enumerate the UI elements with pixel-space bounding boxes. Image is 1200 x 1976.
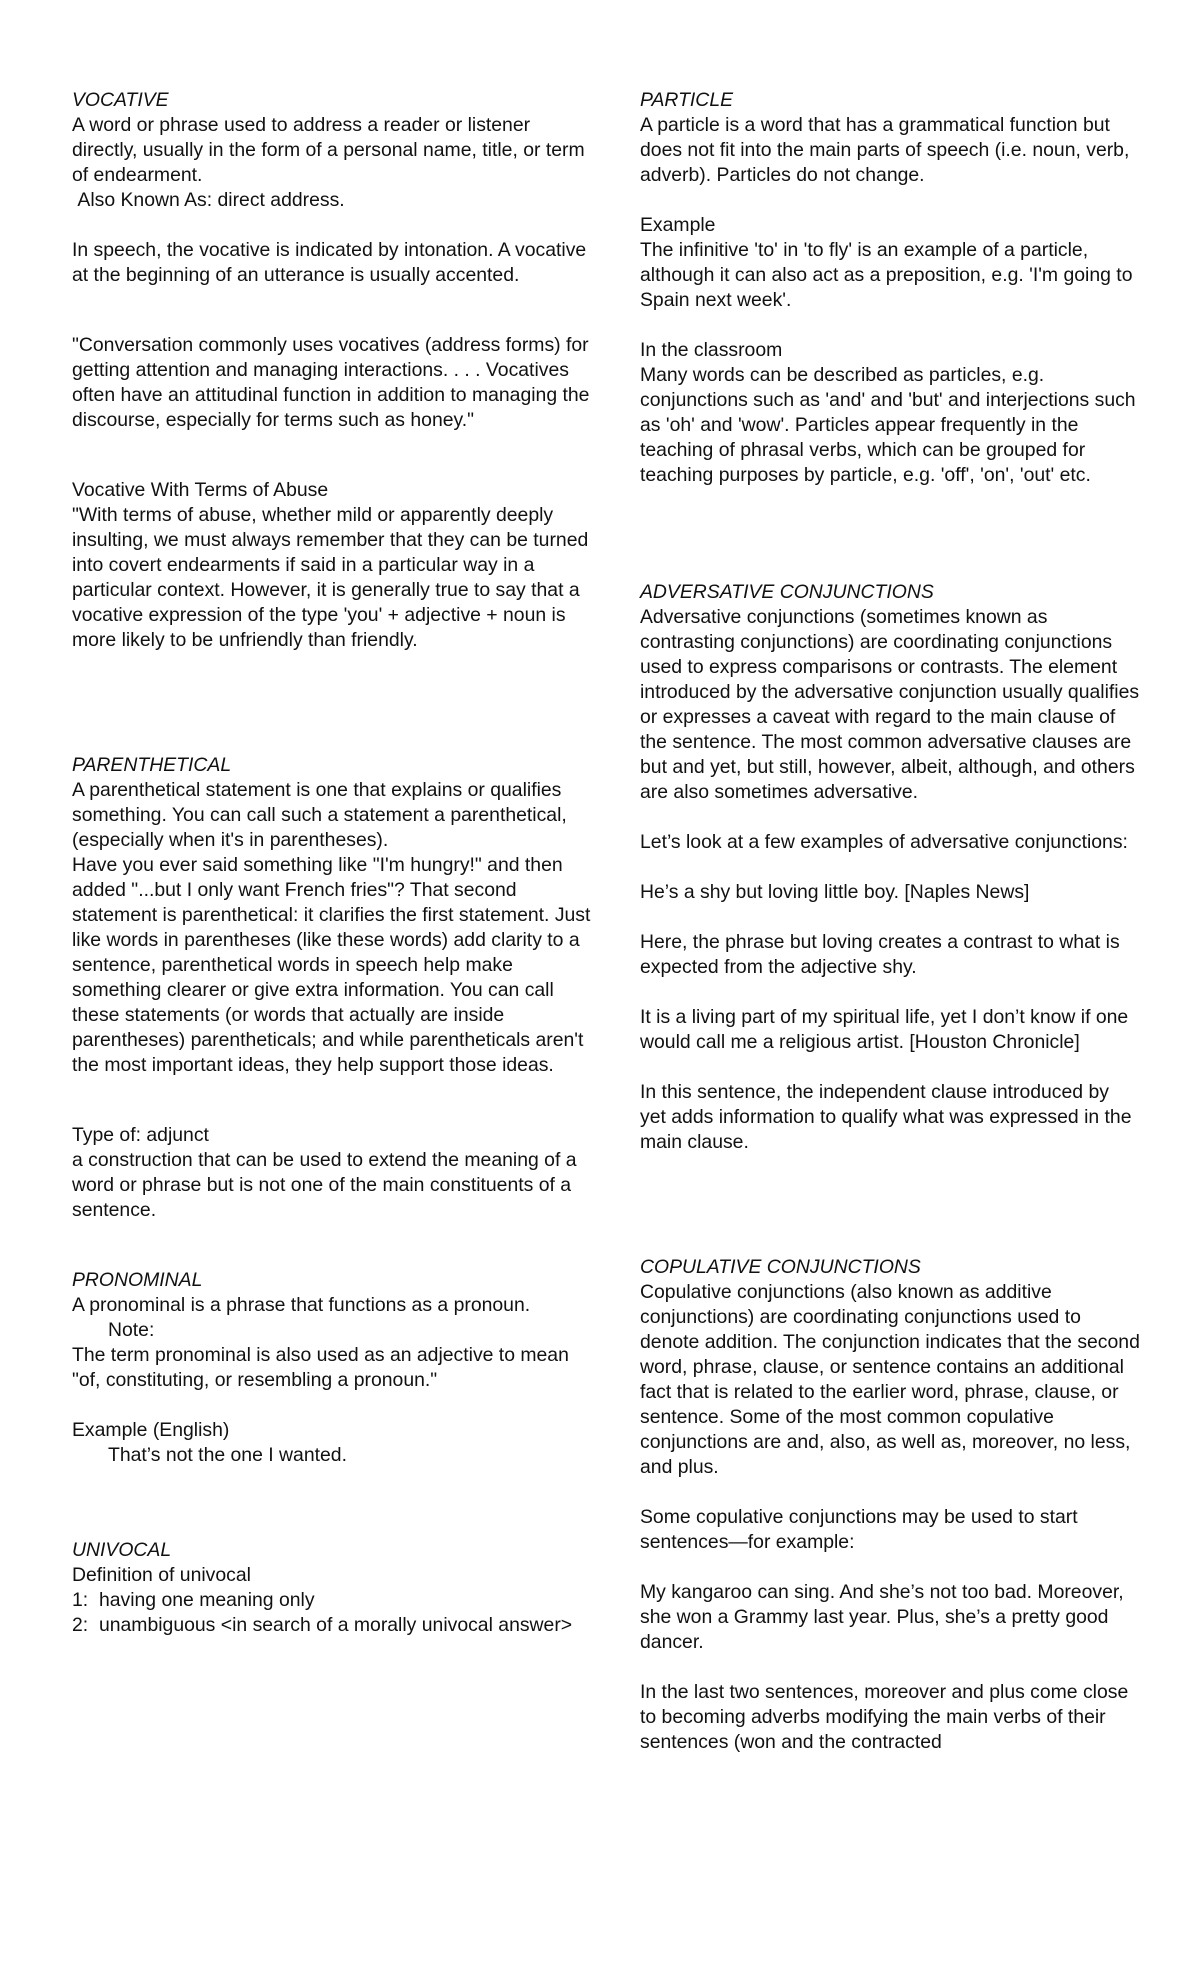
adversative-example-1-note: Here, the phrase but loving creates a contrast to what is expected from the adjective shy. bbox=[640, 931, 1126, 978]
vocative-definition: A word or phrase used to address a reader or listener directly, usually in the form of a personal name, title, or term of endearment. bbox=[72, 114, 591, 186]
pronominal-note: The term pronominal is also used as an adjective to mean "of, constituting, or resembling a pronoun." bbox=[72, 1344, 575, 1391]
vocative-section bbox=[72, 88, 595, 653]
vocative-speech-paragraph: In speech, the vocative is indicated by intonation. A vocative at the beginning of an utterance is usually accented. bbox=[72, 239, 592, 286]
pronominal-section bbox=[72, 1268, 592, 1468]
pronominal-example-label: Example (English) bbox=[72, 1419, 230, 1441]
parenthetical-type-definition: a construction that can be used to extend the meaning of a word or phrase but is not one of the main constituents of a sentence. bbox=[72, 1149, 582, 1221]
adversative-heading: ADVERSATIVE CONJUNCTIONS bbox=[640, 581, 934, 603]
vocative-abuse-text: "With terms of abuse, whether mild or apparently deeply insulting, we must always remember that they can be turned into covert endearments if said in a particular way in a particular context. However, it is generally true to say that a vocative expression of the type 'you' + adjective + noun is more likely to be unfriendly than friendly. bbox=[72, 504, 594, 651]
adversative-example-1: He’s a shy but loving little boy. [Naples News] bbox=[640, 881, 1030, 903]
vocative-heading: VOCATIVE bbox=[72, 89, 169, 111]
adversative-examples-intro: Let’s look at a few examples of adversative conjunctions: bbox=[640, 831, 1128, 853]
copulative-start-sentences: Some copulative conjunctions may be used to start sentences—for example: bbox=[640, 1506, 1083, 1553]
vocative-quote: "Conversation commonly uses vocatives (address forms) for getting attention and managing interactions. . . . Vocatives often have an attitudinal function in addition to managing the discourse, especially for terms such as honey." bbox=[72, 334, 595, 431]
particle-definition: A particle is a word that has a grammatical function but does not fit into the main parts of speech (i.e. noun, verb, adverb). Particles do not change. bbox=[640, 114, 1135, 186]
pronominal-note-label: Note: bbox=[108, 1319, 155, 1341]
copulative-section bbox=[640, 1255, 1146, 1755]
vocative-also-known-as: Also Known As: direct address. bbox=[72, 189, 345, 211]
right-column bbox=[640, 88, 1146, 1755]
particle-classroom-label: In the classroom bbox=[640, 339, 783, 361]
parenthetical-section bbox=[72, 753, 596, 1223]
adversative-section bbox=[640, 580, 1145, 1155]
particle-heading: PARTICLE bbox=[640, 89, 734, 111]
particle-section bbox=[640, 88, 1140, 488]
parenthetical-explanation: Have you ever said something like "I'm hungry!" and then added "...but I only want French fries"? That second statement is parenthetical: it clarifies the first statement. Just like words in parentheses (like these words) add clarity to a sentence, parenthetical words in speech help make something clearer or give extra information. You can call these statements (or words that actually are inside parentheses) parentheticals; and while parentheticals aren't the most important ideas, they help support those ideas. bbox=[72, 854, 596, 1076]
univocal-definition-2: 2: unambiguous <in search of a morally univocal answer> bbox=[72, 1614, 573, 1636]
particle-classroom-text: Many words can be described as particles, e.g. conjunctions such as 'and' and 'but' and interjections such as 'oh' and 'wow'. Particles appear frequently in the teaching of phrasal verbs, which can be grouped for teaching purposes by particle, e.g. 'off', 'on', 'out' etc. bbox=[640, 364, 1141, 486]
pronominal-definition: A pronominal is a phrase that functions as a pronoun. bbox=[72, 1294, 531, 1316]
univocal-definition-1: 1: having one meaning only bbox=[72, 1589, 315, 1611]
adversative-definition: Adversative conjunctions (sometimes known as contrasting conjunctions) are coordinating conjunctions used to express comparisons or contrasts. The element introduced by the adversative conjunction usually qualifies or expresses a caveat with regard to the main clause of the sentence. The most common adversative clauses are but and yet, but still, however, albeit, although, and others are also sometimes adversative. bbox=[640, 606, 1145, 803]
adversative-example-2-note: In this sentence, the independent clause introduced by yet adds information to qualify what was expressed in the main clause. bbox=[640, 1081, 1137, 1153]
univocal-heading: UNIVOCAL bbox=[72, 1539, 172, 1561]
parenthetical-heading: PARENTHETICAL bbox=[72, 754, 232, 776]
copulative-definition: Copulative conjunctions (also known as additive conjunctions) are coordinating conjunctions used to denote addition. The conjunction indicates that the second word, phrase, clause, or sentence contains an additional fact that is related to the earlier word, phrase, clause, or sentence. Some of the most common copulative conjunctions are and, also, as well as, moreover, no less, and plus. bbox=[640, 1281, 1146, 1478]
parenthetical-type-of: Type of: adjunct bbox=[72, 1124, 209, 1146]
left-column bbox=[72, 88, 596, 1638]
particle-example: The infinitive 'to' in 'to fly' is an example of a particle, although it can also act as a preposition, e.g. 'I'm going to Spain next week'. bbox=[640, 239, 1138, 311]
parenthetical-definition: A parenthetical statement is one that explains or qualifies something. You can call such a statement a parenthetical, (especially when it's in parentheses). bbox=[72, 779, 573, 851]
vocative-abuse-title: Vocative With Terms of Abuse bbox=[72, 479, 329, 501]
pronominal-example: That’s not the one I wanted. bbox=[108, 1444, 347, 1466]
univocal-section bbox=[72, 1538, 592, 1638]
particle-example-label: Example bbox=[640, 214, 716, 236]
copulative-last-paragraph: In the last two sentences, moreover and plus come close to becoming adverbs modifying the main verbs of their sentences (won and the contracted bbox=[640, 1681, 1134, 1753]
copulative-example: My kangaroo can sing. And she’s not too bad. Moreover, she won a Grammy last year. Plus, she’s a pretty good dancer. bbox=[640, 1581, 1130, 1653]
univocal-definition-title: Definition of univocal bbox=[72, 1564, 251, 1586]
adversative-example-2: It is a living part of my spiritual life, yet I don’t know if one would call me a religious artist. [Houston Chronicle] bbox=[640, 1006, 1134, 1053]
copulative-heading: COPULATIVE CONJUNCTIONS bbox=[640, 1256, 921, 1278]
pronominal-heading: PRONOMINAL bbox=[72, 1269, 203, 1291]
